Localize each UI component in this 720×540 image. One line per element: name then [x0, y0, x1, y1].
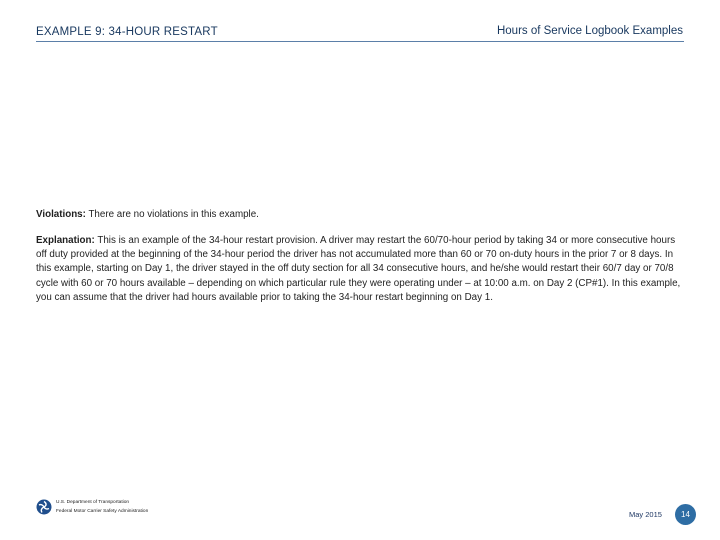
logo-line-2: Federal Motor Carrier Safety Administration [56, 509, 149, 514]
explanation-label: Explanation: [36, 235, 95, 246]
footer-date: May 2015 [629, 510, 662, 519]
violations-label: Violations: [36, 209, 86, 220]
header-divider [36, 41, 684, 42]
header-section-title: EXAMPLE 9: 34-HOUR RESTART [36, 26, 218, 38]
dot-triskelion-icon [36, 499, 52, 515]
page-number-badge: 14 [675, 504, 696, 525]
explanation-paragraph [36, 234, 686, 305]
violations-paragraph [36, 208, 686, 222]
fmcsa-logo [36, 498, 148, 516]
logo-line-1: U.S. Department of Transportation [56, 500, 130, 505]
explanation-text: This is an example of the 34-hour restart provision. A driver may restart the 60/70-hour period by taking 34 or more consecutive hours off duty provided at the beginning of the 34-hour period the driver has not accumulated more than 60 or 70 on-duty hours in the prior 7 or 8 days. In this example, starting on Day 1, the driver stayed in the off duty section for all 34 consecutive hours, and he/she would restart their 60/7 day or 70/8 cycle with 60 or 70 hours available – depending on which particular rule they were operating under – at 10:00 a.m. on Day 2 (CP#1). In this example, you can assume that the driver had hours available prior to taking the 34-hour restart beginning on Day 1. [36, 235, 681, 303]
violations-text: There are no violations in this example. [88, 209, 259, 220]
logo-text [56, 498, 148, 516]
header-document-title: Hours of Service Logbook Examples [496, 25, 683, 37]
